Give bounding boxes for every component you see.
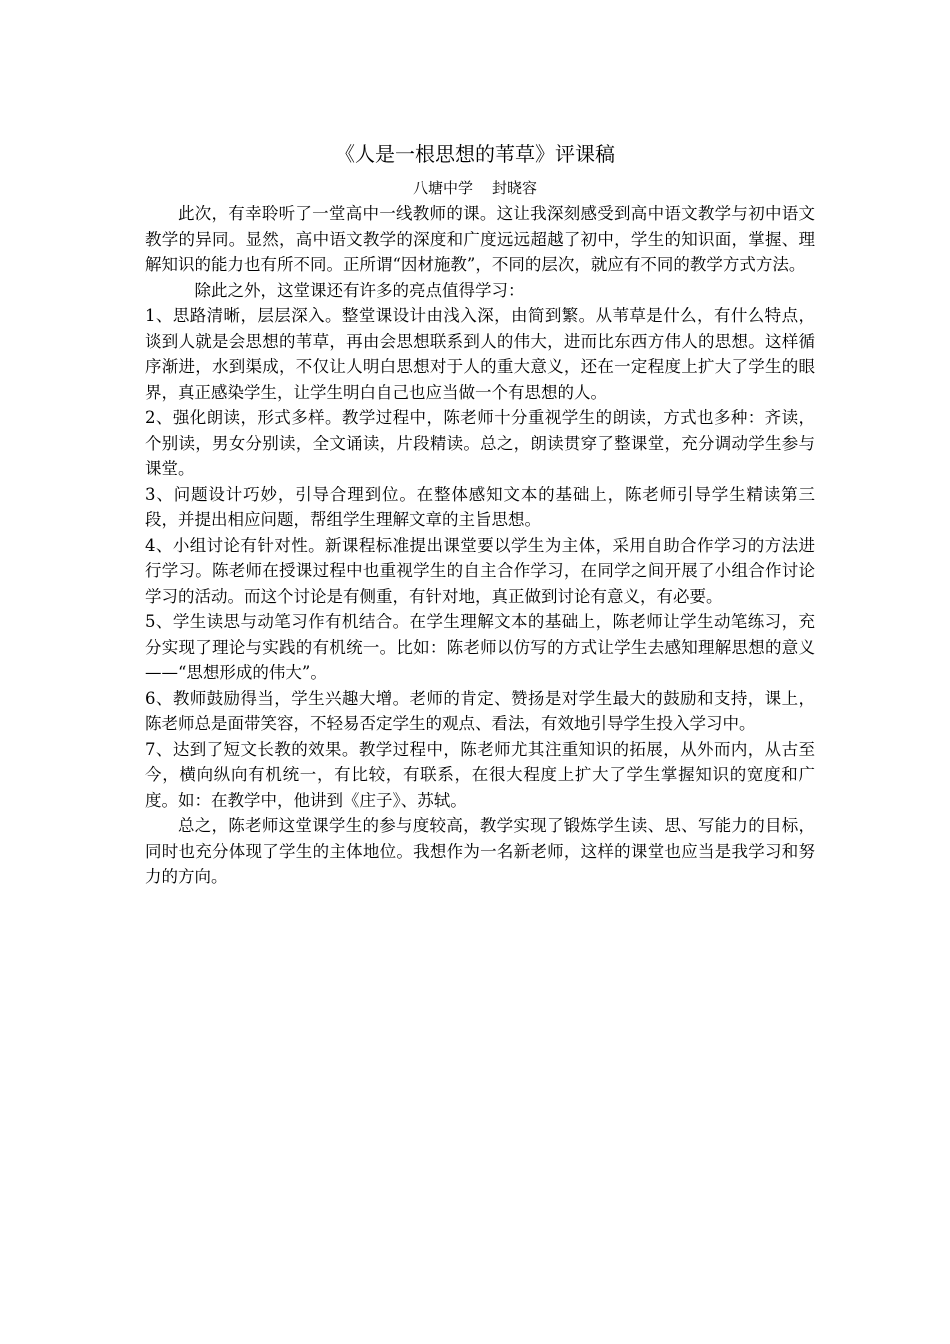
point-paragraph-6: 6、教师鼓励得当，学生兴趣大增。老师的肯定、赞扬是对学生最大的鼓励和支持，课上，陈老师总是面带笑容，不轻易否定学生的观点、看法，有效地引导学生投入学习中。 xyxy=(145,688,815,733)
document-title: 《人是一根思想的苇草》评课稿 xyxy=(335,142,615,166)
transition-paragraph: 除此之外，这堂课还有许多的亮点值得学习： xyxy=(194,280,525,300)
point-paragraph-3: 3、问题设计巧妙，引导合理到位。在整体感知文本的基础上，陈老师引导学生精读第三段，并提出相应问题，帮组学生理解文章的主旨思想。 xyxy=(145,484,815,529)
point-paragraph-5: 5、学生读思与动笔习作有机结合。在学生理解文本的基础上，陈老师让学生动笔练习，充分实现了理论与实践的有机统一。比如：陈老师以仿写的方式让学生去感知理解思想的意义——“思想形成的伟大”。 xyxy=(145,612,815,682)
point-paragraph-1: 1、思路清晰，层层深入。整堂课设计由浅入深，由简到繁。从苇草是什么，有什么特点，谈到人就是会思想的苇草，再由会思想联系到人的伟大，进而比东西方伟人的思想。这样循序渐进，水到渠成，不仅让人明白思想对于人的重大意义，还在一定程度上扩大了学生的眼界，真正感染学生，让学生明白自己也应当做一个有思想的人。 xyxy=(145,306,815,402)
document-byline: 八塘中学 封晓容 xyxy=(412,179,538,197)
conclusion-paragraph: 总之，陈老师这堂课学生的参与度较高，教学实现了锻炼学生读、思、写能力的目标，同时也充分体现了学生的主体地位。我想作为一名新老师，这样的课堂也应当是我学习和努力的方向。 xyxy=(145,816,815,886)
document-body xyxy=(145,201,815,890)
intro-paragraph: 此次，有幸聆听了一堂高中一线教师的课。这让我深刻感受到高中语文教学与初中语文教学的异同。显然，高中语文教学的深度和广度远远超越了初中，学生的知识面，掌握、理解知识的能力也有所不同。正所谓“因材施教”，不同的层次，就应有不同的教学方式方法。 xyxy=(145,204,815,274)
point-paragraph-7: 7、达到了短文长教的效果。教学过程中，陈老师尤其注重知识的拓展，从外而内，从古至今，横向纵向有机统一，有比较，有联系，在很大程度上扩大了学生掌握知识的宽度和广度。如：在教学中，他讲到《庄子》、苏轼。 xyxy=(145,739,815,810)
point-paragraph-2: 2、强化朗读，形式多样。教学过程中，陈老师十分重视学生的朗读，方式也多种：齐读，个别读，男女分别读，全文诵读，片段精读。总之，朗读贯穿了整课堂，充分调动学生参与课堂。 xyxy=(145,408,815,478)
point-paragraph-4: 4、小组讨论有针对性。新课程标准提出课堂要以学生为主体，采用自助合作学习的方法进行学习。陈老师在授课过程中也重视学生的自主合作学习，在同学之间开展了小组合作讨论学习的活动。而这个讨论是有侧重，有针对地，真正做到讨论有意义，有必要。 xyxy=(145,535,815,606)
